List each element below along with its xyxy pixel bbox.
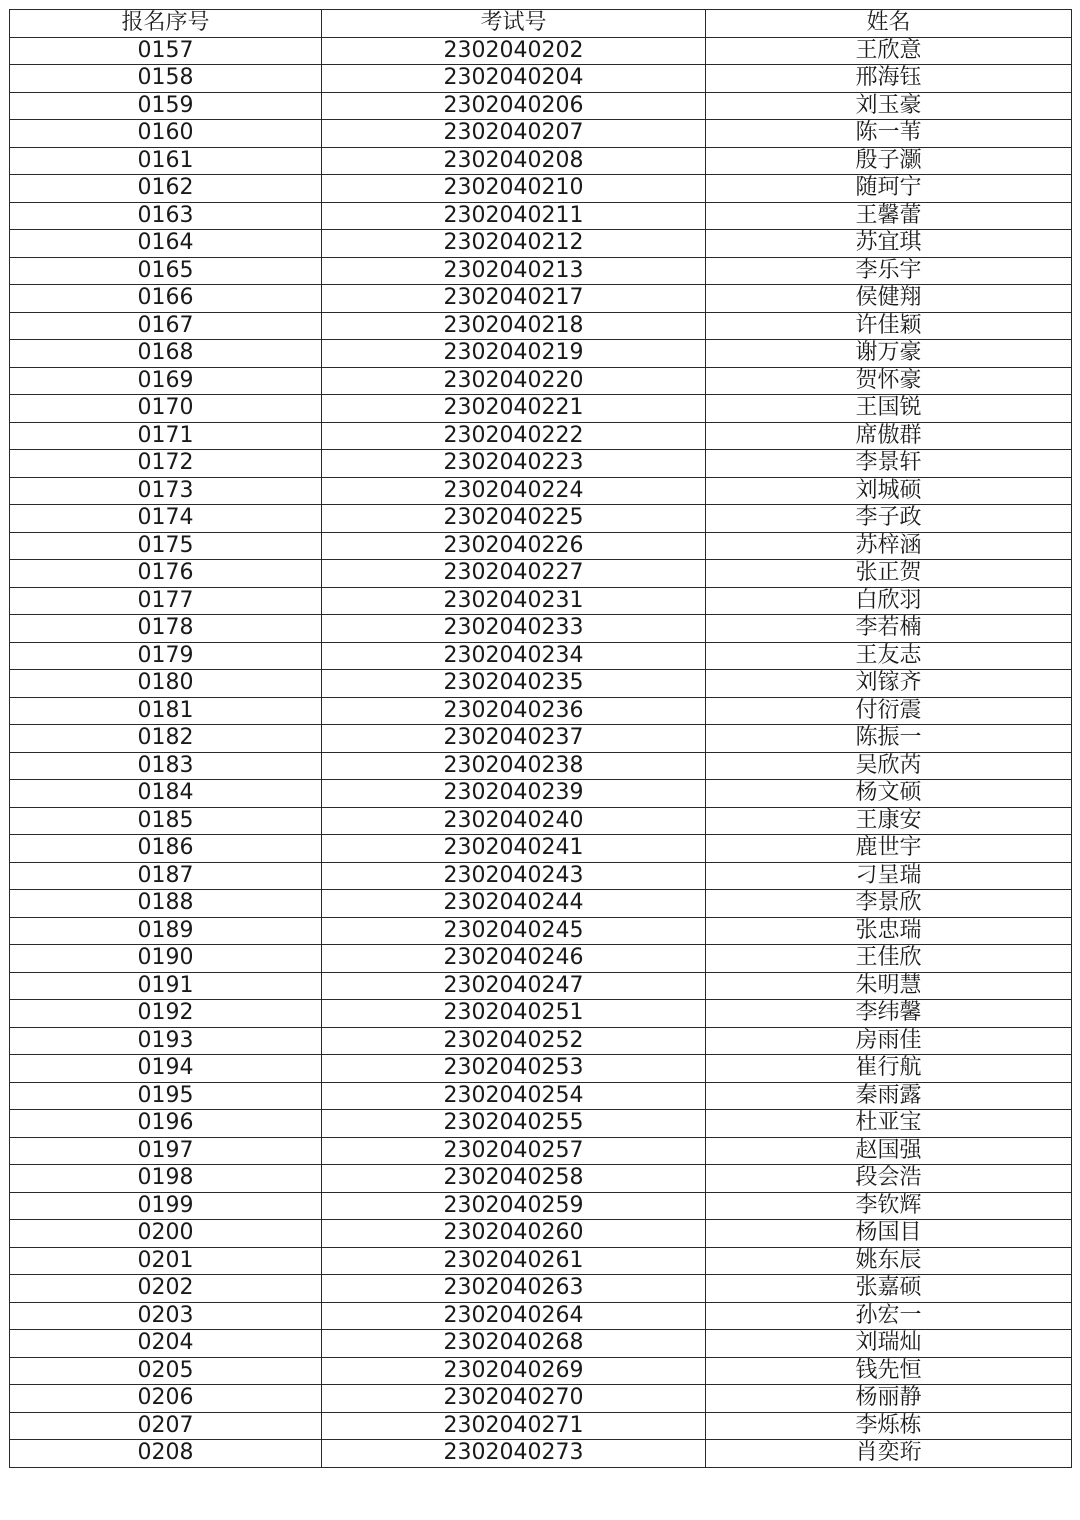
registration-number-cell: 0186 [10,835,322,863]
table-row [10,1055,1072,1083]
exam-number-cell: 2302040240 [322,807,706,835]
registration-number-cell: 0176 [10,560,322,588]
name-cell: 随珂宁 [706,175,1072,203]
exam-number-cell: 2302040264 [322,1302,706,1330]
name-cell: 许佳颖 [706,312,1072,340]
name-cell: 殷子灏 [706,147,1072,175]
registration-number-cell: 0184 [10,780,322,808]
exam-number-cell: 2302040238 [322,752,706,780]
name-cell: 陈振一 [706,725,1072,753]
table-row [10,1247,1072,1275]
registration-number-cell: 0207 [10,1412,322,1440]
exam-number-cell: 2302040224 [322,477,706,505]
table-row [10,917,1072,945]
registration-number-cell: 0168 [10,340,322,368]
name-cell: 王国锐 [706,395,1072,423]
name-cell: 白欣羽 [706,587,1072,615]
exam-number-cell: 2302040221 [322,395,706,423]
name-cell: 王馨蕾 [706,202,1072,230]
table-row [10,1000,1072,1028]
registration-number-cell: 0164 [10,230,322,258]
registration-number-cell: 0165 [10,257,322,285]
exam-number-cell: 2302040241 [322,835,706,863]
name-cell: 张忠瑞 [706,917,1072,945]
registration-number-cell: 0166 [10,285,322,313]
table-row [10,1220,1072,1248]
exam-number-cell: 2302040251 [322,1000,706,1028]
registration-number-cell: 0185 [10,807,322,835]
name-cell: 谢万豪 [706,340,1072,368]
table-row [10,615,1072,643]
name-cell: 李若楠 [706,615,1072,643]
exam-number-cell: 2302040268 [322,1330,706,1358]
name-cell: 席傲群 [706,422,1072,450]
name-cell: 李钦辉 [706,1192,1072,1220]
table-row [10,1137,1072,1165]
exam-number-cell: 2302040227 [322,560,706,588]
registration-number-cell: 0197 [10,1137,322,1165]
table-row [10,532,1072,560]
table-row [10,120,1072,148]
table-row [10,642,1072,670]
name-cell: 鹿世宇 [706,835,1072,863]
exam-number-cell: 2302040217 [322,285,706,313]
table-row [10,92,1072,120]
table-row [10,560,1072,588]
exam-number-cell: 2302040204 [322,65,706,93]
name-cell: 吴欣芮 [706,752,1072,780]
registration-number-cell: 0195 [10,1082,322,1110]
exam-number-cell: 2302040253 [322,1055,706,1083]
name-cell: 肖奕珩 [706,1440,1072,1468]
exam-number-cell: 2302040207 [322,120,706,148]
name-cell: 朱明慧 [706,972,1072,1000]
exam-number-cell: 2302040210 [322,175,706,203]
registration-number-cell: 0206 [10,1385,322,1413]
registration-number-cell: 0190 [10,945,322,973]
table-row [10,1027,1072,1055]
name-cell: 李子政 [706,505,1072,533]
name-cell: 杨丽静 [706,1385,1072,1413]
table-row [10,697,1072,725]
exam-number-cell: 2302040258 [322,1165,706,1193]
registration-number-cell: 0179 [10,642,322,670]
table-row [10,1412,1072,1440]
name-cell: 王友志 [706,642,1072,670]
registration-number-cell: 0199 [10,1192,322,1220]
exam-number-cell: 2302040246 [322,945,706,973]
registration-number-cell: 0182 [10,725,322,753]
exam-number-cell: 2302040234 [322,642,706,670]
registration-number-cell: 0172 [10,450,322,478]
exam-number-cell: 2302040225 [322,505,706,533]
table-row [10,422,1072,450]
exam-number-cell: 2302040226 [322,532,706,560]
name-cell: 杨国目 [706,1220,1072,1248]
table-body [10,37,1072,1467]
name-cell: 房雨佳 [706,1027,1072,1055]
exam-number-cell: 2302040220 [322,367,706,395]
name-cell: 王佳欣 [706,945,1072,973]
table-row [10,312,1072,340]
registration-number-cell: 0196 [10,1110,322,1138]
table-row [10,147,1072,175]
name-cell: 刘玉豪 [706,92,1072,120]
registration-number-cell: 0201 [10,1247,322,1275]
name-cell: 段会浩 [706,1165,1072,1193]
exam-number-cell: 2302040243 [322,862,706,890]
exam-number-cell: 2302040260 [322,1220,706,1248]
exam-number-cell: 2302040211 [322,202,706,230]
table-row [10,725,1072,753]
header-registration-number: 报名序号 [10,10,322,38]
exam-number-cell: 2302040271 [322,1412,706,1440]
header-row [10,10,1072,38]
table-row [10,1192,1072,1220]
exam-number-cell: 2302040219 [322,340,706,368]
registration-number-cell: 0158 [10,65,322,93]
name-cell: 王康安 [706,807,1072,835]
table-row [10,1330,1072,1358]
registration-number-cell: 0202 [10,1275,322,1303]
exam-number-cell: 2302040270 [322,1385,706,1413]
exam-number-cell: 2302040208 [322,147,706,175]
table-row [10,175,1072,203]
table-row [10,230,1072,258]
registration-number-cell: 0194 [10,1055,322,1083]
name-cell: 钱先恒 [706,1357,1072,1385]
registration-number-cell: 0175 [10,532,322,560]
table-row [10,477,1072,505]
table-row [10,202,1072,230]
registration-number-cell: 0178 [10,615,322,643]
exam-number-cell: 2302040231 [322,587,706,615]
roster-table [9,9,1072,1468]
exam-number-cell: 2302040245 [322,917,706,945]
name-cell: 杨文硕 [706,780,1072,808]
registration-number-cell: 0170 [10,395,322,423]
table-row [10,37,1072,65]
exam-number-cell: 2302040236 [322,697,706,725]
table-row [10,367,1072,395]
registration-number-cell: 0171 [10,422,322,450]
table-row [10,670,1072,698]
table-row [10,257,1072,285]
exam-number-cell: 2302040263 [322,1275,706,1303]
name-cell: 陈一苇 [706,120,1072,148]
registration-number-cell: 0167 [10,312,322,340]
exam-number-cell: 2302040206 [322,92,706,120]
table-row [10,1385,1072,1413]
registration-number-cell: 0193 [10,1027,322,1055]
exam-number-cell: 2302040252 [322,1027,706,1055]
exam-number-cell: 2302040247 [322,972,706,1000]
registration-number-cell: 0189 [10,917,322,945]
registration-number-cell: 0180 [10,670,322,698]
name-cell: 李景轩 [706,450,1072,478]
table-row [10,1082,1072,1110]
exam-number-cell: 2302040244 [322,890,706,918]
table-row [10,1165,1072,1193]
registration-number-cell: 0181 [10,697,322,725]
exam-number-cell: 2302040254 [322,1082,706,1110]
exam-number-cell: 2302040237 [322,725,706,753]
table-row [10,752,1072,780]
table-row [10,1302,1072,1330]
exam-number-cell: 2302040222 [322,422,706,450]
exam-number-cell: 2302040202 [322,37,706,65]
name-cell: 侯健翔 [706,285,1072,313]
name-cell: 苏梓涵 [706,532,1072,560]
exam-number-cell: 2302040257 [322,1137,706,1165]
table-row [10,1275,1072,1303]
table-row [10,395,1072,423]
registration-number-cell: 0163 [10,202,322,230]
name-cell: 杜亚宝 [706,1110,1072,1138]
table-row [10,587,1072,615]
registration-number-cell: 0169 [10,367,322,395]
name-cell: 刘镓齐 [706,670,1072,698]
exam-number-cell: 2302040273 [322,1440,706,1468]
table-row [10,807,1072,835]
table-row [10,1357,1072,1385]
table-row [10,65,1072,93]
exam-number-cell: 2302040261 [322,1247,706,1275]
name-cell: 刘瑞灿 [706,1330,1072,1358]
exam-number-cell: 2302040212 [322,230,706,258]
table-row [10,972,1072,1000]
name-cell: 苏宜琪 [706,230,1072,258]
exam-number-cell: 2302040269 [322,1357,706,1385]
name-cell: 刘城硕 [706,477,1072,505]
exam-number-cell: 2302040218 [322,312,706,340]
table-row [10,890,1072,918]
exam-number-cell: 2302040235 [322,670,706,698]
exam-number-cell: 2302040255 [322,1110,706,1138]
table-row [10,505,1072,533]
registration-number-cell: 0183 [10,752,322,780]
registration-number-cell: 0192 [10,1000,322,1028]
name-cell: 张嘉硕 [706,1275,1072,1303]
exam-number-cell: 2302040259 [322,1192,706,1220]
registration-number-cell: 0161 [10,147,322,175]
table-row [10,450,1072,478]
name-cell: 孙宏一 [706,1302,1072,1330]
name-cell: 李景欣 [706,890,1072,918]
registration-number-cell: 0173 [10,477,322,505]
registration-number-cell: 0160 [10,120,322,148]
registration-number-cell: 0203 [10,1302,322,1330]
registration-number-cell: 0191 [10,972,322,1000]
exam-number-cell: 2302040213 [322,257,706,285]
table-row [10,285,1072,313]
table-row [10,1440,1072,1468]
registration-number-cell: 0205 [10,1357,322,1385]
registration-number-cell: 0174 [10,505,322,533]
name-cell: 王欣意 [706,37,1072,65]
registration-number-cell: 0188 [10,890,322,918]
registration-number-cell: 0157 [10,37,322,65]
name-cell: 姚东辰 [706,1247,1072,1275]
name-cell: 李烁栋 [706,1412,1072,1440]
exam-number-cell: 2302040233 [322,615,706,643]
table-row [10,835,1072,863]
name-cell: 赵国强 [706,1137,1072,1165]
table-row [10,862,1072,890]
table-row [10,945,1072,973]
table-row [10,1110,1072,1138]
registration-number-cell: 0187 [10,862,322,890]
name-cell: 李乐宇 [706,257,1072,285]
registration-number-cell: 0208 [10,1440,322,1468]
registration-number-cell: 0204 [10,1330,322,1358]
registration-number-cell: 0159 [10,92,322,120]
table-row [10,340,1072,368]
name-cell: 李纬馨 [706,1000,1072,1028]
table-row [10,780,1072,808]
name-cell: 贺怀豪 [706,367,1072,395]
registration-number-cell: 0200 [10,1220,322,1248]
name-cell: 张正贺 [706,560,1072,588]
name-cell: 秦雨露 [706,1082,1072,1110]
name-cell: 邢海钰 [706,65,1072,93]
registration-number-cell: 0198 [10,1165,322,1193]
header-exam-number: 考试号 [322,10,706,38]
exam-number-cell: 2302040223 [322,450,706,478]
registration-number-cell: 0177 [10,587,322,615]
registration-number-cell: 0162 [10,175,322,203]
name-cell: 付衍震 [706,697,1072,725]
header-name: 姓名 [706,10,1072,38]
exam-number-cell: 2302040239 [322,780,706,808]
name-cell: 刁呈瑞 [706,862,1072,890]
name-cell: 崔行航 [706,1055,1072,1083]
